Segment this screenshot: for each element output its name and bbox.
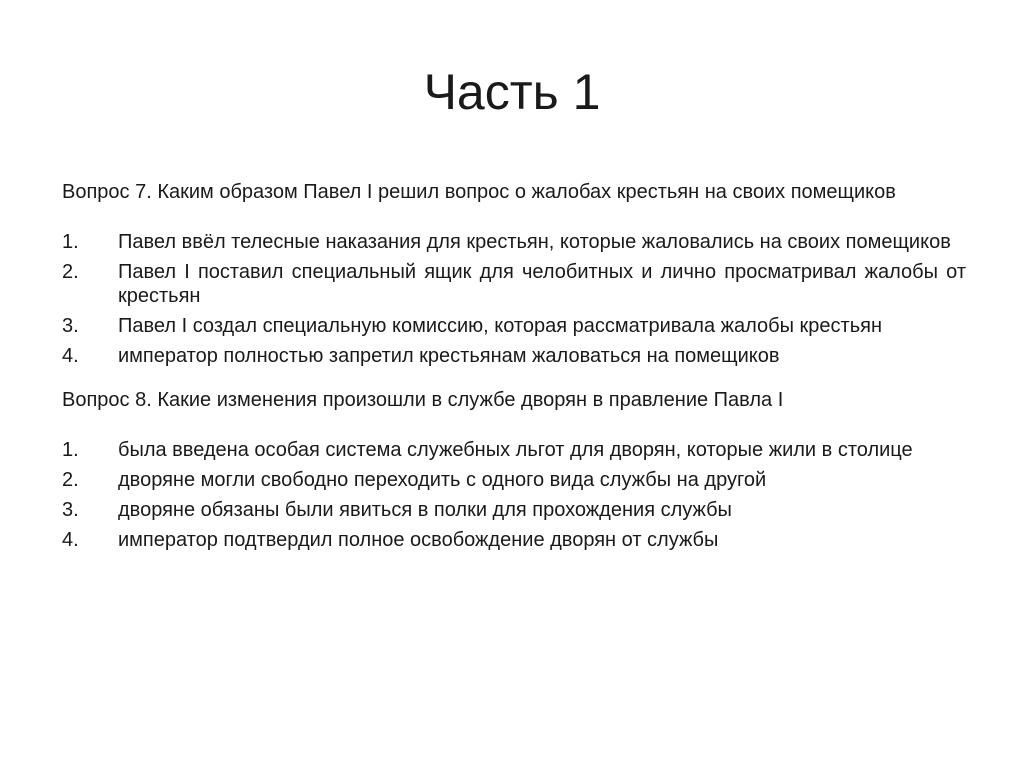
answer-number: 4. [62,345,79,367]
answer-text: император подтвердил полное освобождение дворян от службы [118,529,719,551]
answer-item [62,314,966,338]
answer-item [62,528,966,552]
question-text: Вопрос 7. Каким образом Павел I решил вопрос о жалобах крестьян на своих помещиков [62,181,896,203]
answer-number: 2. [62,469,79,491]
answer-number: 3. [62,499,79,521]
answer-number: 3. [62,315,79,337]
answer-item [62,260,966,308]
answer-text: Павел ввёл телесные наказания для крестьян, которые жаловались на своих помещиков [118,231,951,253]
answer-item [62,438,966,462]
answer-text: была введена особая система служебных льгот для дворян, которые жили в столице [118,439,913,461]
answer-text: дворяне могли свободно переходить с одного вида службы на другой [118,469,767,491]
question-text: Вопрос 8. Какие изменения произошли в службе дворян в правление Павла I [62,389,784,411]
answer-list [62,438,966,552]
answer-text: Павел I поставил специальный ящик для челобитных и лично просматривал жалобы от крестьян [118,261,966,307]
question-block-7 [62,180,966,368]
answer-number: 1. [62,439,79,461]
answer-item [62,468,966,492]
slide-title: Часть 1 [423,64,601,120]
answer-text: дворяне обязаны были явиться в полки для прохождения службы [118,499,732,521]
answer-item [62,344,966,368]
answer-item [62,230,966,254]
answer-list [62,230,966,368]
slide-content [62,180,966,558]
answer-number: 1. [62,231,79,253]
answer-text: император полностью запретил крестьянам жаловаться на помещиков [118,345,780,367]
question-block-8 [62,388,966,552]
answer-item [62,498,966,522]
answer-text: Павел I создал специальную комиссию, которая рассматривала жалобы крестьян [118,315,882,337]
answer-number: 4. [62,529,79,551]
answer-number: 2. [62,261,79,283]
